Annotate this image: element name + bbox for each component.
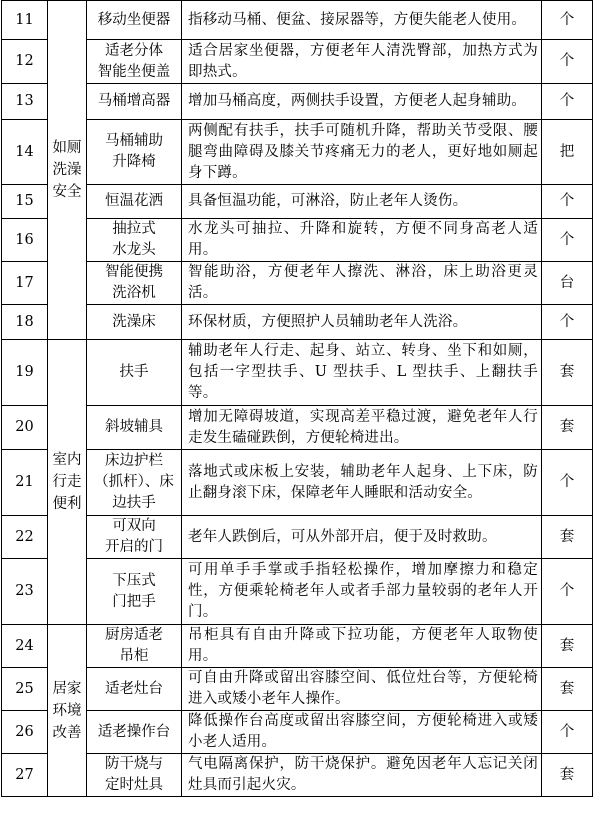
row-number: 19 bbox=[2, 340, 48, 406]
unit-of-measure: 套 bbox=[542, 625, 593, 668]
table-row bbox=[2, 625, 593, 668]
product-name-line: 定时灶具 bbox=[105, 777, 163, 793]
table-row bbox=[2, 450, 593, 516]
product-name-line: 智能便携 bbox=[105, 264, 163, 280]
product-description: 具备恒温功能，可淋浴，防止老年人烫伤。 bbox=[182, 185, 542, 219]
product-name-line: 门把手 bbox=[112, 593, 156, 610]
unit-of-measure: 套 bbox=[542, 340, 593, 406]
product-name-line: 吊柜 bbox=[119, 648, 149, 664]
row-number: 20 bbox=[2, 406, 48, 450]
table-row bbox=[2, 305, 593, 340]
category-label-line: 行走 bbox=[52, 474, 82, 490]
product-name-line: 洗澡床 bbox=[112, 313, 156, 330]
product-name-line: 洗浴机 bbox=[112, 285, 156, 301]
unit-of-measure: 套 bbox=[542, 406, 593, 450]
row-number: 22 bbox=[2, 516, 48, 559]
table-row bbox=[2, 219, 593, 262]
product-name bbox=[87, 516, 182, 559]
table-row bbox=[2, 516, 593, 559]
category-label-line: 便利 bbox=[52, 496, 82, 512]
product-name-line: 床边护栏 bbox=[105, 453, 163, 469]
product-description: 辅助老年人行走、起身、站立、转身、坐下和如厕，包括一字型扶手、U 型扶手、L 型扶手、上翻扶手等。 bbox=[182, 340, 542, 406]
unit-of-measure: 个 bbox=[542, 711, 593, 754]
product-name-line: 适老分体 bbox=[105, 42, 163, 59]
product-name-line: 防干烧与 bbox=[105, 756, 163, 772]
product-name bbox=[87, 84, 182, 120]
product-name bbox=[87, 668, 182, 711]
product-name-line: 水龙头 bbox=[112, 242, 156, 258]
row-number: 23 bbox=[2, 559, 48, 625]
unit-of-measure: 个 bbox=[542, 450, 593, 516]
product-name-line: 开启的门 bbox=[105, 539, 163, 555]
unit-of-measure: 个 bbox=[542, 1, 593, 40]
product-name bbox=[87, 262, 182, 305]
product-name bbox=[87, 754, 182, 797]
unit-of-measure: 个 bbox=[542, 40, 593, 84]
category-label-line: 洗澡 bbox=[52, 162, 82, 178]
unit-of-measure: 把 bbox=[542, 120, 593, 185]
product-name-line: 抽拉式 bbox=[112, 221, 156, 237]
category-cell bbox=[48, 340, 87, 625]
table-row bbox=[2, 40, 593, 84]
product-name bbox=[87, 1, 182, 40]
product-name-line: 智能坐便盖 bbox=[97, 63, 171, 80]
category-label-line: 环境 bbox=[52, 702, 82, 719]
product-name-line: 扶手 bbox=[119, 364, 149, 380]
category-cell bbox=[48, 625, 87, 797]
product-name bbox=[87, 711, 182, 754]
category-label-line: 改善 bbox=[52, 724, 82, 741]
unit-of-measure: 个 bbox=[542, 185, 593, 219]
table-row bbox=[2, 406, 593, 450]
unit-of-measure: 个 bbox=[542, 305, 593, 340]
product-name-line: 厨房适老 bbox=[105, 627, 163, 643]
product-name bbox=[87, 406, 182, 450]
product-description: 适合居家坐便器，方便老年人清洗臀部，加热方式为即热式。 bbox=[182, 40, 542, 84]
product-name bbox=[87, 219, 182, 262]
row-number: 25 bbox=[2, 668, 48, 711]
product-description: 增加无障碍坡道，实现高差平稳过渡，避免老年人行走发生磕碰跌倒，方便轮椅进出。 bbox=[182, 406, 542, 450]
category-label-line: 如厕 bbox=[52, 140, 82, 156]
row-number: 24 bbox=[2, 625, 48, 668]
category-label-line: 室内 bbox=[52, 452, 82, 468]
row-number: 16 bbox=[2, 219, 48, 262]
row-number: 26 bbox=[2, 711, 48, 754]
table-row bbox=[2, 711, 593, 754]
row-number: 18 bbox=[2, 305, 48, 340]
table-row bbox=[2, 120, 593, 185]
product-name-line: 升降椅 bbox=[112, 154, 156, 170]
product-name bbox=[87, 450, 182, 516]
product-name-line: 适老操作台 bbox=[97, 723, 171, 740]
table-row bbox=[2, 84, 593, 120]
category-cell bbox=[48, 1, 87, 340]
unit-of-measure: 套 bbox=[542, 516, 593, 559]
unit-of-measure: 台 bbox=[542, 262, 593, 305]
product-name bbox=[87, 559, 182, 625]
product-name bbox=[87, 120, 182, 185]
product-description: 增加马桶高度，两侧扶手设置，方便老人起身辅助。 bbox=[182, 84, 542, 120]
product-name-line: 适老灶台 bbox=[105, 680, 163, 697]
row-number: 17 bbox=[2, 262, 48, 305]
product-name-line: 可双向 bbox=[112, 518, 156, 534]
category-label-line: 安全 bbox=[52, 184, 82, 200]
unit-of-measure: 个 bbox=[542, 84, 593, 120]
product-description: 水龙头可抽拉、升降和旋转，方便不同身高老人适用。 bbox=[182, 219, 542, 262]
unit-of-measure: 套 bbox=[542, 668, 593, 711]
unit-of-measure: 个 bbox=[542, 559, 593, 625]
table-row bbox=[2, 668, 593, 711]
row-number: 21 bbox=[2, 450, 48, 516]
table-row bbox=[2, 185, 593, 219]
unit-of-measure: 个 bbox=[542, 219, 593, 262]
product-description: 吊柜具有自由升降或下拉功能，方便老年人取物使用。 bbox=[182, 625, 542, 668]
product-description: 落地式或床板上安装，辅助老年人起身、上下床，防止翻身滚下床，保障老年人睡眠和活动安全。 bbox=[182, 450, 542, 516]
product-description: 老年人跌倒后，可从外部开启，便于及时救助。 bbox=[182, 516, 542, 559]
product-description: 两侧配有扶手，扶手可随机升降，帮助关节受限、腰腿弯曲障碍及膝关节疼痛无力的老人，更好地如厕起身下蹲。 bbox=[182, 120, 542, 185]
row-number: 11 bbox=[2, 1, 48, 40]
product-description: 降低操作台高度或留出容膝空间，方便轮椅进入或矮小老人适用。 bbox=[182, 711, 542, 754]
product-name-line: 马桶辅助 bbox=[105, 133, 163, 149]
product-description: 智能助浴，方便老年人擦洗、淋浴，床上助浴更灵活。 bbox=[182, 262, 542, 305]
table-row bbox=[2, 1, 593, 40]
product-name-line: 下压式 bbox=[112, 572, 156, 589]
product-name bbox=[87, 340, 182, 406]
row-number: 14 bbox=[2, 120, 48, 185]
product-description: 环保材质，方便照护人员辅助老年人洗浴。 bbox=[182, 305, 542, 340]
product-description: 可自由升降或留出容膝空间、低位灶台等，方便轮椅进入或矮小老年人操作。 bbox=[182, 668, 542, 711]
product-description: 指移动马桶、便盆、接尿器等，方便失能老人使用。 bbox=[182, 1, 542, 40]
product-name-line: 边扶手 bbox=[112, 495, 156, 511]
unit-of-measure: 套 bbox=[542, 754, 593, 797]
row-number: 13 bbox=[2, 84, 48, 120]
table-row bbox=[2, 340, 593, 406]
table-row bbox=[2, 559, 593, 625]
aging-adaptation-product-table bbox=[1, 0, 593, 797]
product-name bbox=[87, 185, 182, 219]
product-description: 可用单手手掌或手指轻松操作，增加摩擦力和稳定性，方便乘轮椅老年人或者手部力量较弱的老年人开门。 bbox=[182, 559, 542, 625]
category-label-line: 居家 bbox=[52, 680, 82, 697]
row-number: 12 bbox=[2, 40, 48, 84]
product-name-line: 恒温花洒 bbox=[105, 193, 163, 209]
product-name bbox=[87, 625, 182, 668]
product-name bbox=[87, 40, 182, 84]
table-row bbox=[2, 262, 593, 305]
product-name-line: 斜坡辅具 bbox=[105, 419, 163, 435]
product-name-line: 马桶增高器 bbox=[97, 93, 171, 109]
product-name bbox=[87, 305, 182, 340]
table-body bbox=[2, 1, 593, 797]
product-description: 气电隔离保护，防干烧保护。避免因老年人忘记关闭灶具而引起火灾。 bbox=[182, 754, 542, 797]
product-name-line: （抓杆）、床 bbox=[94, 474, 174, 490]
row-number: 27 bbox=[2, 754, 48, 797]
table-row bbox=[2, 754, 593, 797]
row-number: 15 bbox=[2, 185, 48, 219]
product-name-line: 移动坐便器 bbox=[97, 11, 171, 28]
